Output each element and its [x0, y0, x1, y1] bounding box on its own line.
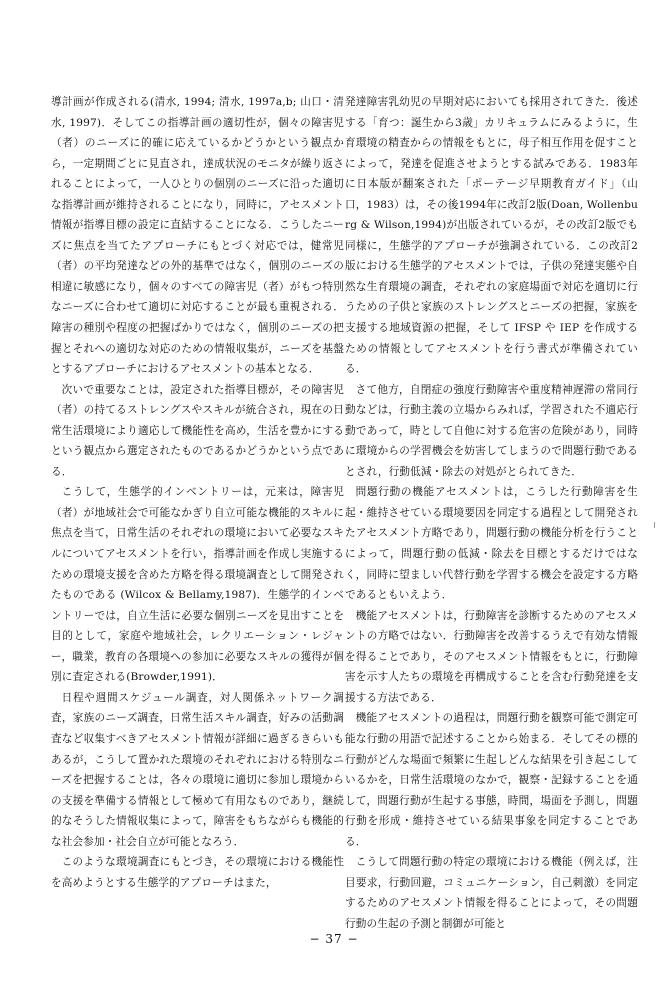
right-paragraph-5: 機能アセスメントの過程は，問題行動を観察可能で測定可能な行動の用語で記述することから始まる．そしてその標的行動がどんな場面で頻繁に生起しどんな結果を引き起こしているかを，日常生活環境のなかで，観察・記録することを通して，問題行動が生起する事態，時間，場面を予測し，問題行動を形成・維持させている結果事象を同定することである． — [345, 712, 638, 848]
left-paragraph-4: 日程や週間スケジュール調査，対人関係ネットワーク調査，家族のニーズ調査，日常生活スキル調査，好みの活動調査など収集すべきアセスメント情報が詳細に過ぎるきらいもあるが，こうして置かれた環境のそれぞれにおける特別なニーズを把握することは，各々の環境に適切に参加し環境からの支援を準備する情報として極めて有用なものであり，継続的なそうした情報収集によって，障害をもちながらも機能的な社会参加・社会自立が可能となろう． — [51, 691, 344, 848]
left-paragraph-3: こうして，生態学的インベントリーは，元来は，障害児（者）が地域社会で可能なかぎり自立可能な機能的スキルに焦点を当て，日常生活のそれぞれの環境において必要なスキルについてアセスメントを行い，指導計画を作成し実施するための環境支援を含めた方略を得る環境調査として開発されたものである (Wilcox & Bellamy,1987)．生態学的インベントリーでは，自立生活に必要な個別ニーズを見出すことを目的として，家庭や地域社会，レクリエーション・レジャー，職業，教育の各環境への参加に必要なスキルの獲得が個別に査定される(Browder,1991)． — [51, 486, 344, 684]
page-number: − 37 − — [309, 932, 359, 946]
right-paragraph-2: さて他方，自閉症の強度行動障害や重度精神遅滞の常同行動などは，行動主義の立場からみれば，学習された不適応行動であって，時として自他に対する危害の危険があり，同時に環境からの学習機会を妨害してしまうので問題行動であるとされ，行動低減・除去の対処がとられてきた． — [345, 383, 638, 478]
right-text-column — [345, 92, 638, 934]
right-paragraph-4: 機能アセスメントは，行動障害を診断するためのアセスメントの方略ではない．行動障害を改善するうえで有効な情報を得ることであり，そのアセスメント情報をもとに，行動障害を示す人たちの環境を再構成することを含む行動発達を支援する方法である． — [345, 609, 638, 704]
right-paragraph-6: こうして問題行動の特定の環境における機能（例えば，注目要求，行動回避，コミュニケーション，自己刺激）を同定するためのアセスメント情報を得ることによって，その問題行動の生起の予測と制御が可能と — [345, 856, 638, 930]
right-paragraph-3: 問題行動の機能アセスメントは，こうした行動障害を生起・維持させている環境要因を同定する過程として開発されたアセスメント方略であり，問題行動の機能分析を行うことによって，問題行動の低減・除去を目標とするだけではなく，同時に望ましい代替行動を学習する機会を設定する方略であるともいえよう． — [345, 486, 638, 602]
right-paragraph-1: 発達障害乳幼児の早期対応においても採用されてきた．後述する「育つ：誕生から3歳」カリキュラムにみるように，生育環境の精査からの情報をもとに，母子相互作用を促すことによって，発達を促進させようとする試みである．1983年に日本版が翻案された「ポーテージ早期教育ガイド」（山口，1983）は，その後1994年に改訂2版(Doan, Wollenburg & Wilson,1994)が出版されているが，その改訂2版でも同様に，生態学的アプローチが強調されている．この改訂2版における生態学的アセスメントでは，子供の発達実態や自然な生育環境の調査，それぞれの家庭場面で対応を適切に行うための子供と家族のストレングスとニーズの把握，家族を支援する地域資源の把握，そして IFSP や IEP を作成するための情報としてアセスメントを行う書式が準備されている． — [345, 96, 638, 376]
left-paragraph-1: 導計画が作成される(清水, 1994; 清水, 1997a,b; 山口・清水, 1997)．そしてこの指導計画の適切性が，個々の障害児（者）のニーズに的確に応えているかどうかという観点から，一定期間ごとに見直され，達成状況のモニタが繰り返されることによって，一人ひとりの個別のニーズに沿った適切な指導計画が維持されることになり，同時に，アセスメント情報が指導目標の設定に直結することになる．こうしたニーズに焦点を当てたアプローチにもとづく対応では，健常児（者）の平均発達などの外的基準ではなく，個別のニーズの相違に敏感になり，個々のすべての障害児（者）がもつ特別なニーズに合わせて適切に対応することが最も重視される．障害の種別や程度の把握ばかりではなく，個別のニーズの把握とそれへの適切な対応のための情報収集が，ニーズを基盤とするアプローチにおけるアセスメントの基本となる． — [51, 96, 344, 376]
left-text-column — [51, 92, 344, 893]
left-paragraph-2: 次いで重要なことは，設定された指導目標が，その障害児（者）の持てるストレングスやスキルが統合され，現在の日常生活環境により適応して機能性を高め，生活を豊かにするという観点から選定されたものであるかどうかという点である． — [51, 383, 344, 478]
left-paragraph-5: このような環境調査にもとづき，その環境における機能性を高めようとする生態学的アプローチはまた， — [51, 856, 344, 889]
scan-edge-mark — [654, 522, 655, 528]
